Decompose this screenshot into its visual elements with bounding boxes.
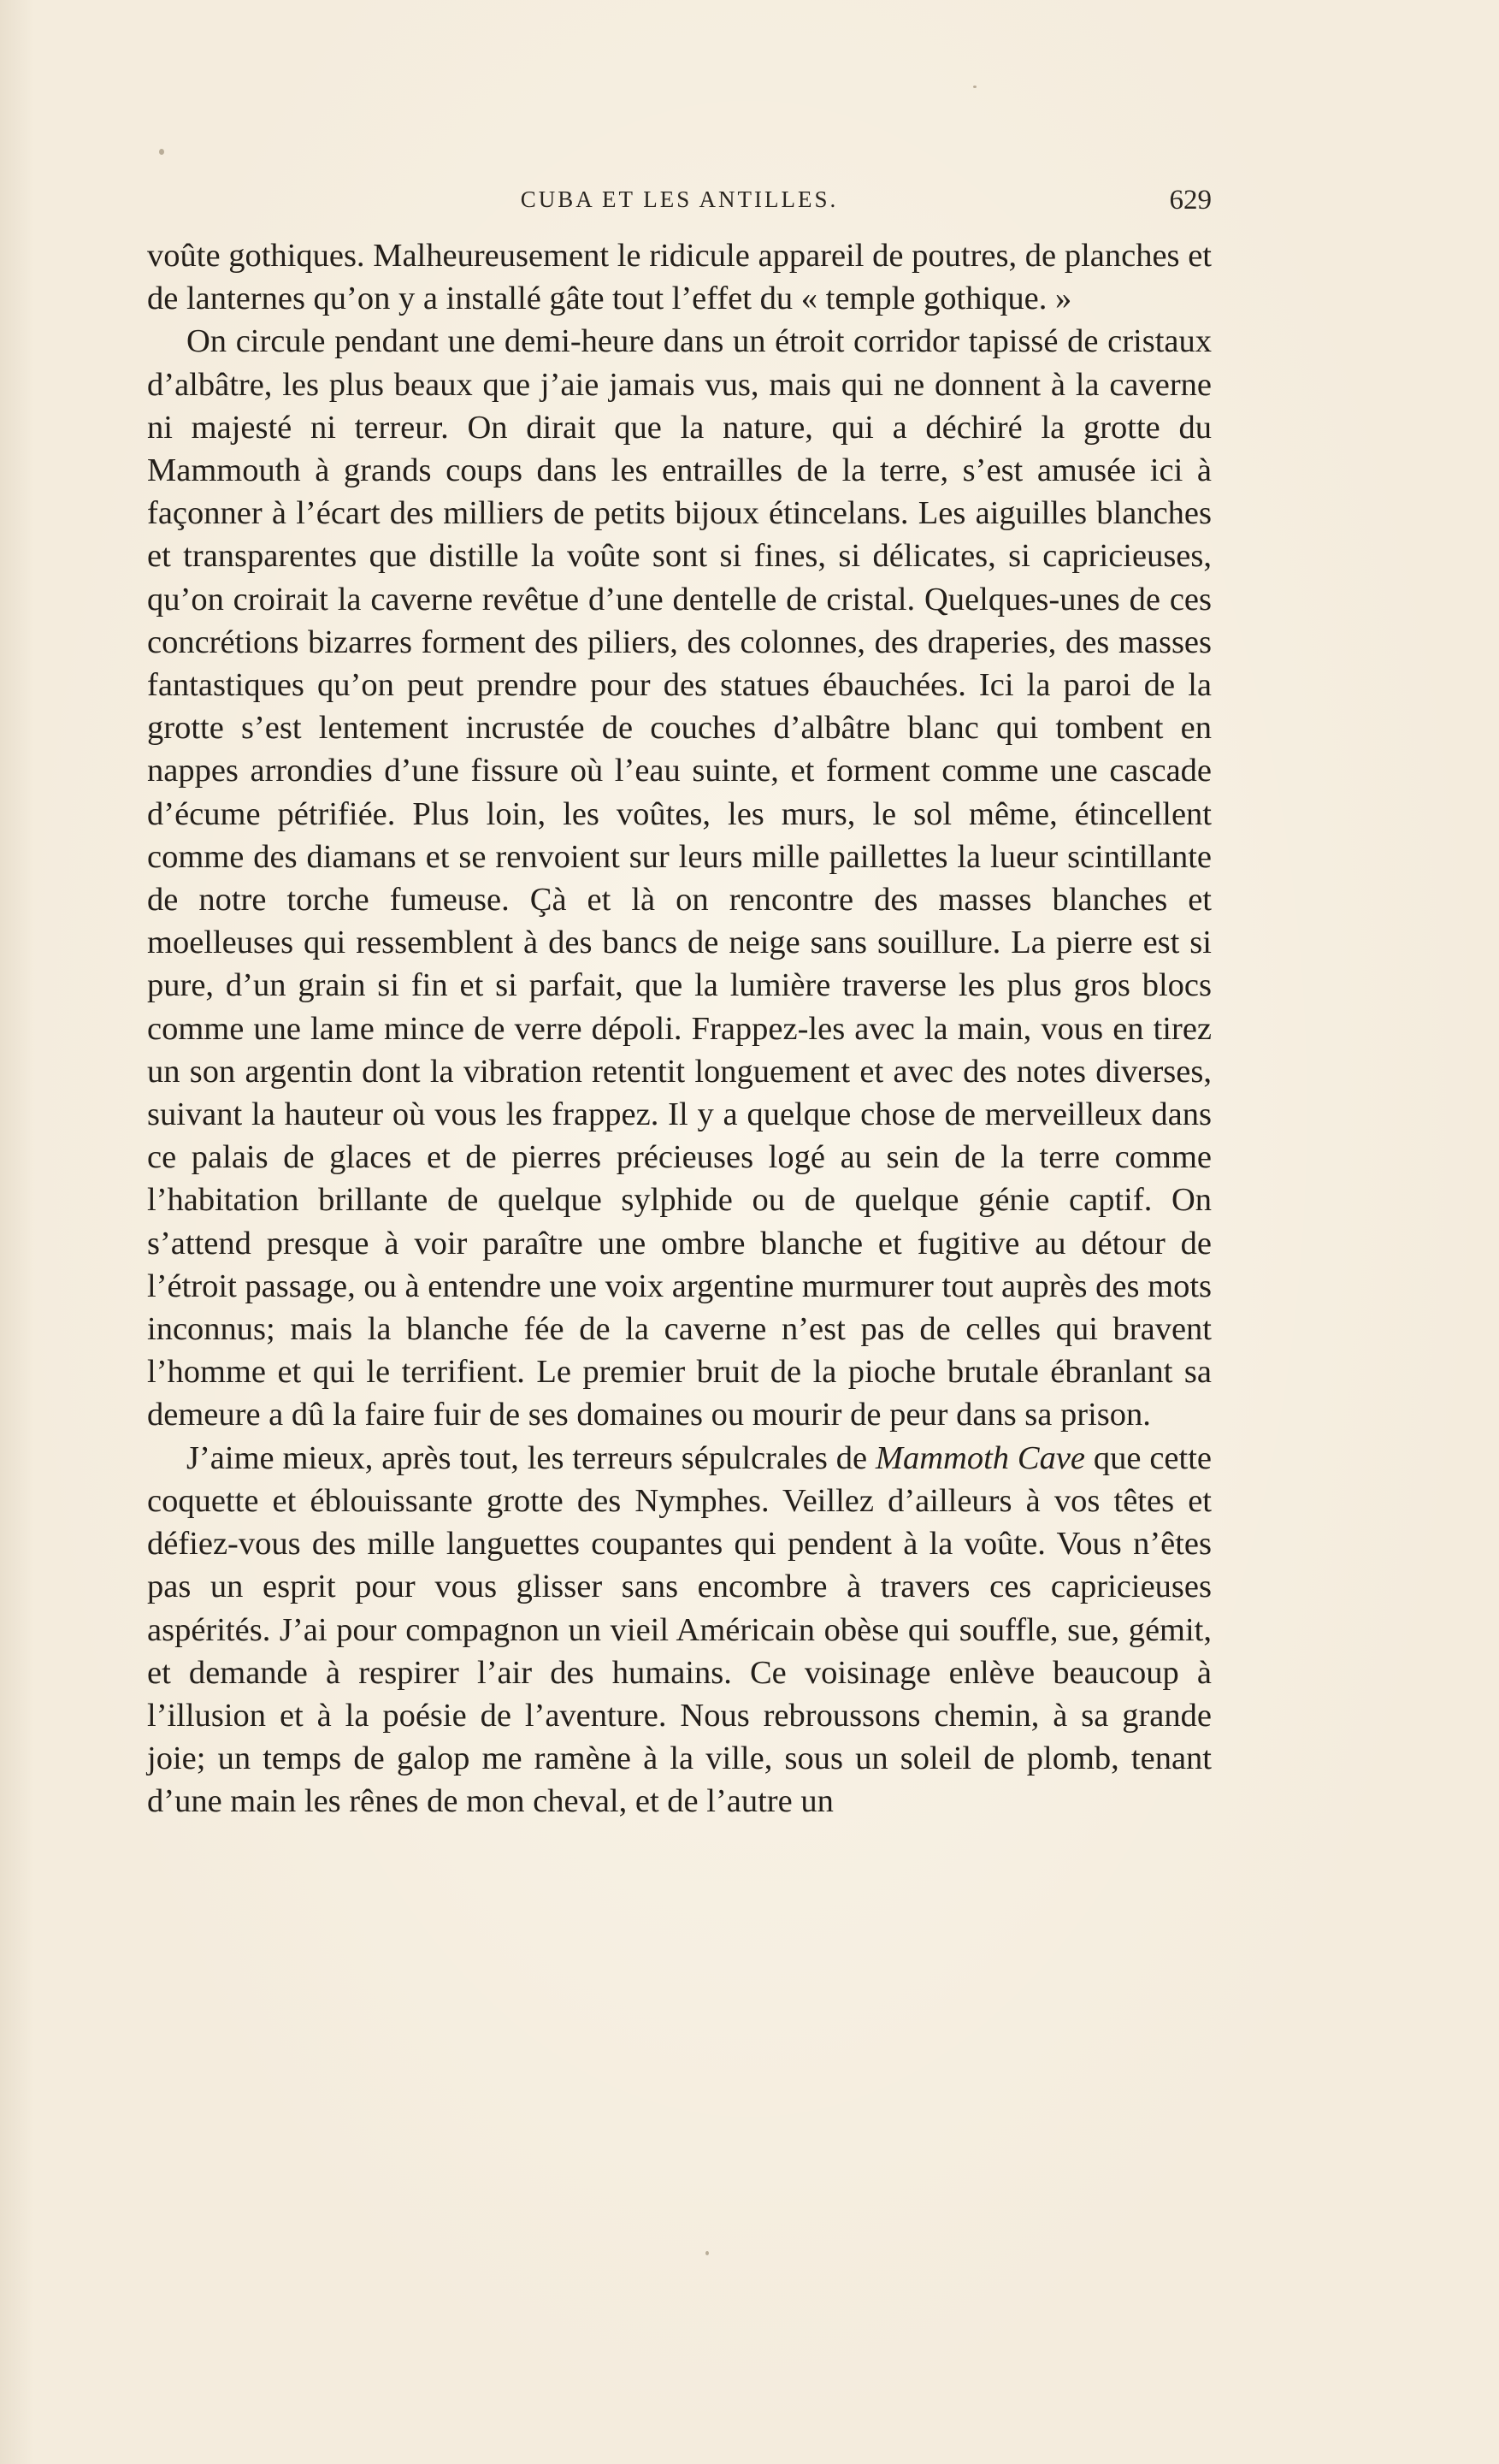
- paragraph-1: voûte gothiques. Malheureusement le ridicule appareil de poutres, de planches et de lanternes qu’on y a installé gâte tout l’effet du « temple gothique. »: [147, 238, 1212, 317]
- mammoth-cave-title: Mammoth Cave: [875, 1439, 1086, 1476]
- paragraph-3: [147, 1437, 1212, 1823]
- running-title: CUBA ET LES ANTILLES.: [520, 186, 839, 212]
- paragraph-3-text-after: que cette coquette et éblouissante grotte des Nymphes. Veillez d’ailleurs à vos têtes et défiez-vous des mille languettes coupantes qui pendent à la voûte. Vous n’êtes pas un esprit pour vous glisser sans encombre à travers ces capricieuses aspérités. J’ai pour compagnon un vieil Américain obèse qui souffle, sue, gémit, et demande à respirer l’air des humains. Ce voisinage enlève beaucoup à l’illusion et à la poésie de l’aventure. Nous rebroussons chemin, à sa grande joie; un temps de galop me ramène à la ville, sous un soleil de plomb, tenant d’une main les rênes de mon cheval, et de l’autre un: [147, 1439, 1213, 1820]
- paragraph-2: On circule pendant une demi-heure dans un étroit corridor tapissé de cristaux d’albâtre, les plus beaux que j’aie jamais vus, mais qui ne donnent à la caverne ni majesté ni terreur. On dirait que la nature, qui a déchiré la grotte du Mammouth à grands coups dans les entrailles de la terre, s’est amusée ici à façonner à l’écart des milliers de petits bijoux étincelans. Les aiguilles blanches et transparentes que distille la voûte sont si fines, si délicates, si capricieuses, qu’on croirait la caverne revêtue d’une dentelle de cristal. Quelques-unes de ces concrétions bizarres forment des piliers, des colonnes, des draperies, des masses fantastiques qu’on peut prendre pour des statues ébauchées. Ici la paroi de la grotte s’est lentement incrustée de couches d’albâtre blanc qui tombent en nappes arrondies d’une fissure où l’eau suinte, et forment comme une cascade d’écume pétrifiée. Plus loin, les voûtes, les murs, le sol même, étincellent comme des diamans et se renvoient sur leurs mille paillettes la lueur scintillante de notre torche fumeuse. Çà et là on rencontre des masses blanches et moelleuses qui ressemblent à des bancs de neige sans souillure. La pierre est si pure, d’un grain si fin et si parfait, que la lumière traverse les plus gros blocs comme une lame mince de verre dépoli. Frappez-les avec la main, vous en tirez un son argentin dont la vibration retentit longuement et avec des notes diverses, suivant la hauteur où vous les frappez. Il y a quelque chose de merveilleux dans ce palais de glaces et de pierres précieuses logé au sein de la terre comme l’habitation brillante de quelque sylphide ou de quelque génie captif. On s’attend presque à voir paraître une ombre blanche et fugitive au détour de l’étroit passage, ou à entendre une voix argentine murmurer tout auprès des mots inconnus; mais la blanche fée de la caverne n’est pas de celles qui bravent l’homme et qui le terrifient. Le premier bruit de la pioche brutale ébranlant sa demeure a dû la faire fuir de ses domaines ou mourir de peur dans sa prison.: [147, 323, 1212, 1433]
- page-header: [147, 185, 1212, 219]
- ink-speck: [973, 86, 977, 88]
- page-number: 629: [1169, 185, 1212, 216]
- ink-speck: [159, 149, 164, 155]
- ink-speck: [705, 2251, 709, 2255]
- paragraph-3-text-before: J’aime mieux, après tout, les terreurs sépulcrales de: [186, 1439, 876, 1476]
- body-text: [147, 234, 1212, 1823]
